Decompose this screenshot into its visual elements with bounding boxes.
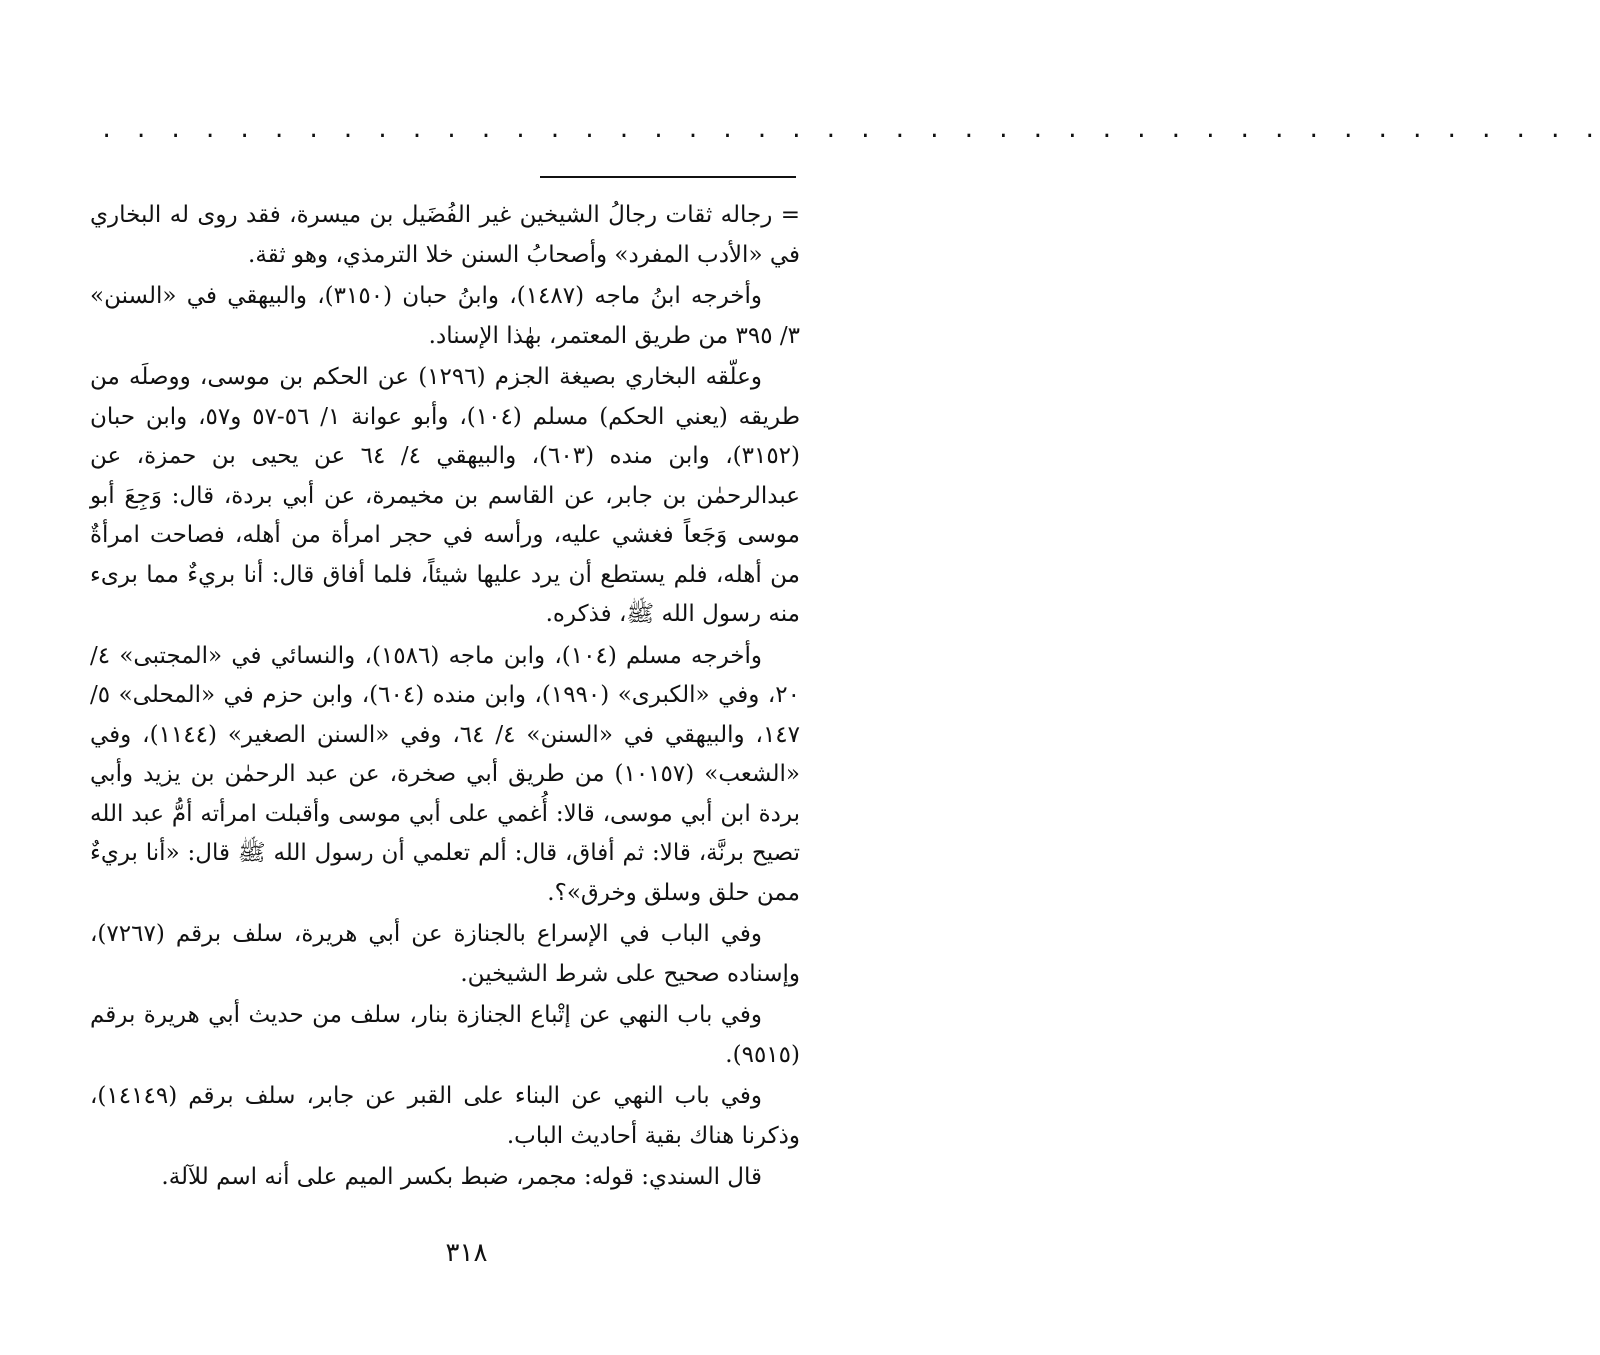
footnote-rule xyxy=(540,176,796,178)
footnote-paragraph-6: وفي باب النهي عن إتْباع الجنازة بنار، سلف من حديث أبي هريرة برقم (٩٥١٥). xyxy=(90,1002,800,1068)
footnote-block xyxy=(90,196,800,1200)
footnote-paragraph-1: = رجاله ثقات رجالُ الشيخين غير الفُضَيل بن ميسرة، فقد روى له البخاري في «الأدب المفرد» وأصحابُ السنن خلا الترمذي، وهو ثقة. xyxy=(90,202,800,268)
footnote-paragraph-2: وأخرجه ابنُ ماجه (١٤٨٧)، وابنُ حبان (٣١٥٠)، والبيهقي في «السنن» ٣/ ٣٩٥ من طريق المعتمر، بهٰذا الإسناد. xyxy=(90,283,800,349)
separator-dots: . . . . . . . . . . . . . . . . . . . . . . . . . . . . . . . . . . . . . . . . . . . . xyxy=(100,118,1600,143)
footnote-paragraph-8: قال السندي: قوله: مجمر، ضبط بكسر الميم على أنه اسم للآلة. xyxy=(161,1164,762,1190)
footnote-paragraph-4: وأخرجه مسلم (١٠٤)، وابن ماجه (١٥٨٦)، والنسائي في «المجتبى» ٤/ ٢٠، وفي «الكبرى» (١٩٩٠)، وابن منده (٦٠٤)، وابن حزم في «المحلى» ٥/ ١٤٧، والبيهقي في «السنن» ٤/ ٦٤، وفي «السنن الصغير» (١١٤٤)، وفي «الشعب» (١٠١٥٧) من طريق أبي صخرة، عن عبد الرحمٰن بن يزيد وأبي بردة ابن أبي موسى، قالا: أُغمي على أبي موسى وأقبلت امرأته أمُّ عبد الله تصيح برنَّة، قالا: ثم أفاق، قال: ألم تعلمي أن رسول الله ﷺ قال: «أنا بريءٌ ممن حلق وسلق وخرق»؟. xyxy=(90,642,800,906)
page-number: ٣١٨ xyxy=(445,1238,488,1268)
footnote-paragraph-7: وفي باب النهي عن البناء على القبر عن جابر، سلف برقم (١٤١٤٩)، وذكرنا هناك بقية أحاديث الباب. xyxy=(90,1083,800,1149)
footnote-paragraph-5: وفي الباب في الإسراع بالجنازة عن أبي هريرة، سلف برقم (٧٢٦٧)، وإسناده صحيح على شرط الشيخين. xyxy=(90,921,800,987)
footnote-paragraph-3: وعلّقه البخاري بصيغة الجزم (١٢٩٦) عن الحكم بن موسى، ووصلَه من طريقه (يعني الحكم) مسلم (١٠٤)، وأبو عوانة ١/ ٥٦-٥٧ و٥٧، وابن حبان (٣١٥٢)، وابن منده (٦٠٣)، والبيهقي ٤/ ٦٤ عن يحيى بن حمزة، عن عبدالرحمٰن بن جابر، عن القاسم بن مخيمرة، عن أبي بردة، قال: وَجِعَ أبو موسى وَجَعاً فغشي عليه، ورأسه في حجر امرأة من أهله، فصاحت امرأةٌ من أهله، فلم يستطع أن يرد عليها شيئاً، فلما أفاق قال: أنا بريءٌ مما برىء منه رسول الله ﷺ، فذكره. xyxy=(90,364,801,627)
